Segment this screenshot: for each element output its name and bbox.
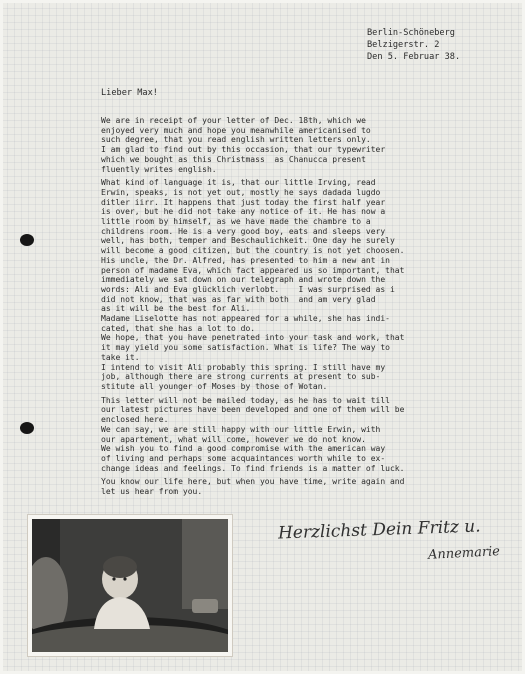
letter-line: enjoyed very much and hope you meanwhile americanised to (101, 125, 371, 135)
letter-line: is over, but he did not take any notice of it. He has now a (101, 207, 386, 217)
letter-line: take it. (101, 352, 140, 362)
letter-line: job, although there are strong currents at present to sub- (101, 372, 381, 382)
handwritten-signature (277, 516, 518, 570)
letter-line: This letter will not be mailed today, as he has to wait till (101, 395, 390, 405)
letter-line: as it will be the best for Ali. (101, 304, 251, 314)
header-line-street: Belzigerstr. 2 (367, 40, 440, 50)
letter-paragraph (101, 116, 511, 174)
letter-line: stitute all younger of Moses by those of Wotan. (101, 381, 328, 391)
letter-line: little room by himself, as we have made the chambre to a (101, 217, 371, 227)
letter-body (101, 116, 511, 501)
punch-hole-bottom (20, 422, 34, 434)
letter-line: our latest pictures have been developed and one of them will be (101, 405, 405, 415)
letter-line: childrens room. He is a very good boy, eats and sleeps very (101, 226, 386, 236)
letter-line: let us hear from you. (101, 487, 203, 497)
letter-line: person of madame Eva, which fact appeared us so important, that (101, 265, 405, 275)
letter-line: What kind of language it is, that our little Irving, read (101, 178, 376, 188)
letter-line: We can say, we are still happy with our little Erwin, with (101, 424, 381, 434)
letter-line: will become a good citizen, but the country is not yet choosen. (101, 246, 405, 256)
letter-line: I intend to visit Ali probably this spring. I still have my (101, 362, 386, 372)
letter-line: such degree, that you read english written letters only. (101, 135, 371, 145)
letter-line: did not know, that was as far with both and am very glad (101, 294, 376, 304)
letter-line: fluently writes english. (101, 164, 217, 174)
signature-second: Annemarie (427, 544, 501, 563)
letter-paragraph (101, 178, 511, 391)
letter-line: You know our life here, but when you have time, write again and (101, 477, 405, 487)
letter-paragraph (101, 477, 511, 496)
letter-line: His uncle, the Dr. Alfred, has presented to him a new ant in (101, 255, 390, 265)
letter-line: it may yield you some satisfaction. What is life? The way to (101, 343, 390, 353)
letter-line: enclosed here. (101, 415, 169, 425)
letter-line: We wish you to find a good compromise with the american way (101, 444, 386, 454)
letter-line: Madame Liselotte has not appeared for a while, she has indi- (101, 314, 390, 324)
salutation: Lieber Max! (101, 88, 158, 98)
header-line-date: Den 5. Februar 38. (367, 52, 461, 62)
letter-line: We hope, that you have penetrated into your task and work, that (101, 333, 405, 343)
signature-main: Herzlichst Dein Fritz u. (277, 516, 481, 544)
letter-line: of living and perhaps some acquaintances worth while to ex- (101, 453, 386, 463)
letter-line: words: Ali and Eva glücklich verlobt. I was surprised as i (101, 284, 395, 294)
letter-line: We are in receipt of your letter of Dec. 18th, which we (101, 116, 366, 125)
letter-line: immediately we sat down on our telegraph and wrote down the (101, 275, 386, 285)
header-line-city: Berlin-Schöneberg (367, 28, 455, 38)
letter-line: well, has both, temper and Beschaulichkeit. One day he surely (101, 236, 395, 246)
letter-line: ditler iirr. It happens that just today the first half year (101, 197, 386, 207)
attached-photo (28, 515, 232, 656)
baby-photo-image (32, 519, 228, 652)
letter-line: I am glad to find out by this occasion, that our typewriter (101, 145, 386, 155)
punch-hole-top (20, 234, 34, 246)
letter-line: change ideas and feelings. To find friends is a matter of luck. (101, 463, 405, 473)
letter-line: our apartement, what will come, however we do not know. (101, 434, 366, 444)
letter-line: which we bought as this Christmass as Chanucca present (101, 154, 366, 164)
letter-paragraph (101, 396, 511, 474)
letter-line: Erwin, speaks, is not yet out, mostly he says dadada lugdo (101, 187, 381, 197)
letter-line: cated, that she has a lot to do. (101, 323, 256, 333)
letter-header (367, 27, 460, 63)
